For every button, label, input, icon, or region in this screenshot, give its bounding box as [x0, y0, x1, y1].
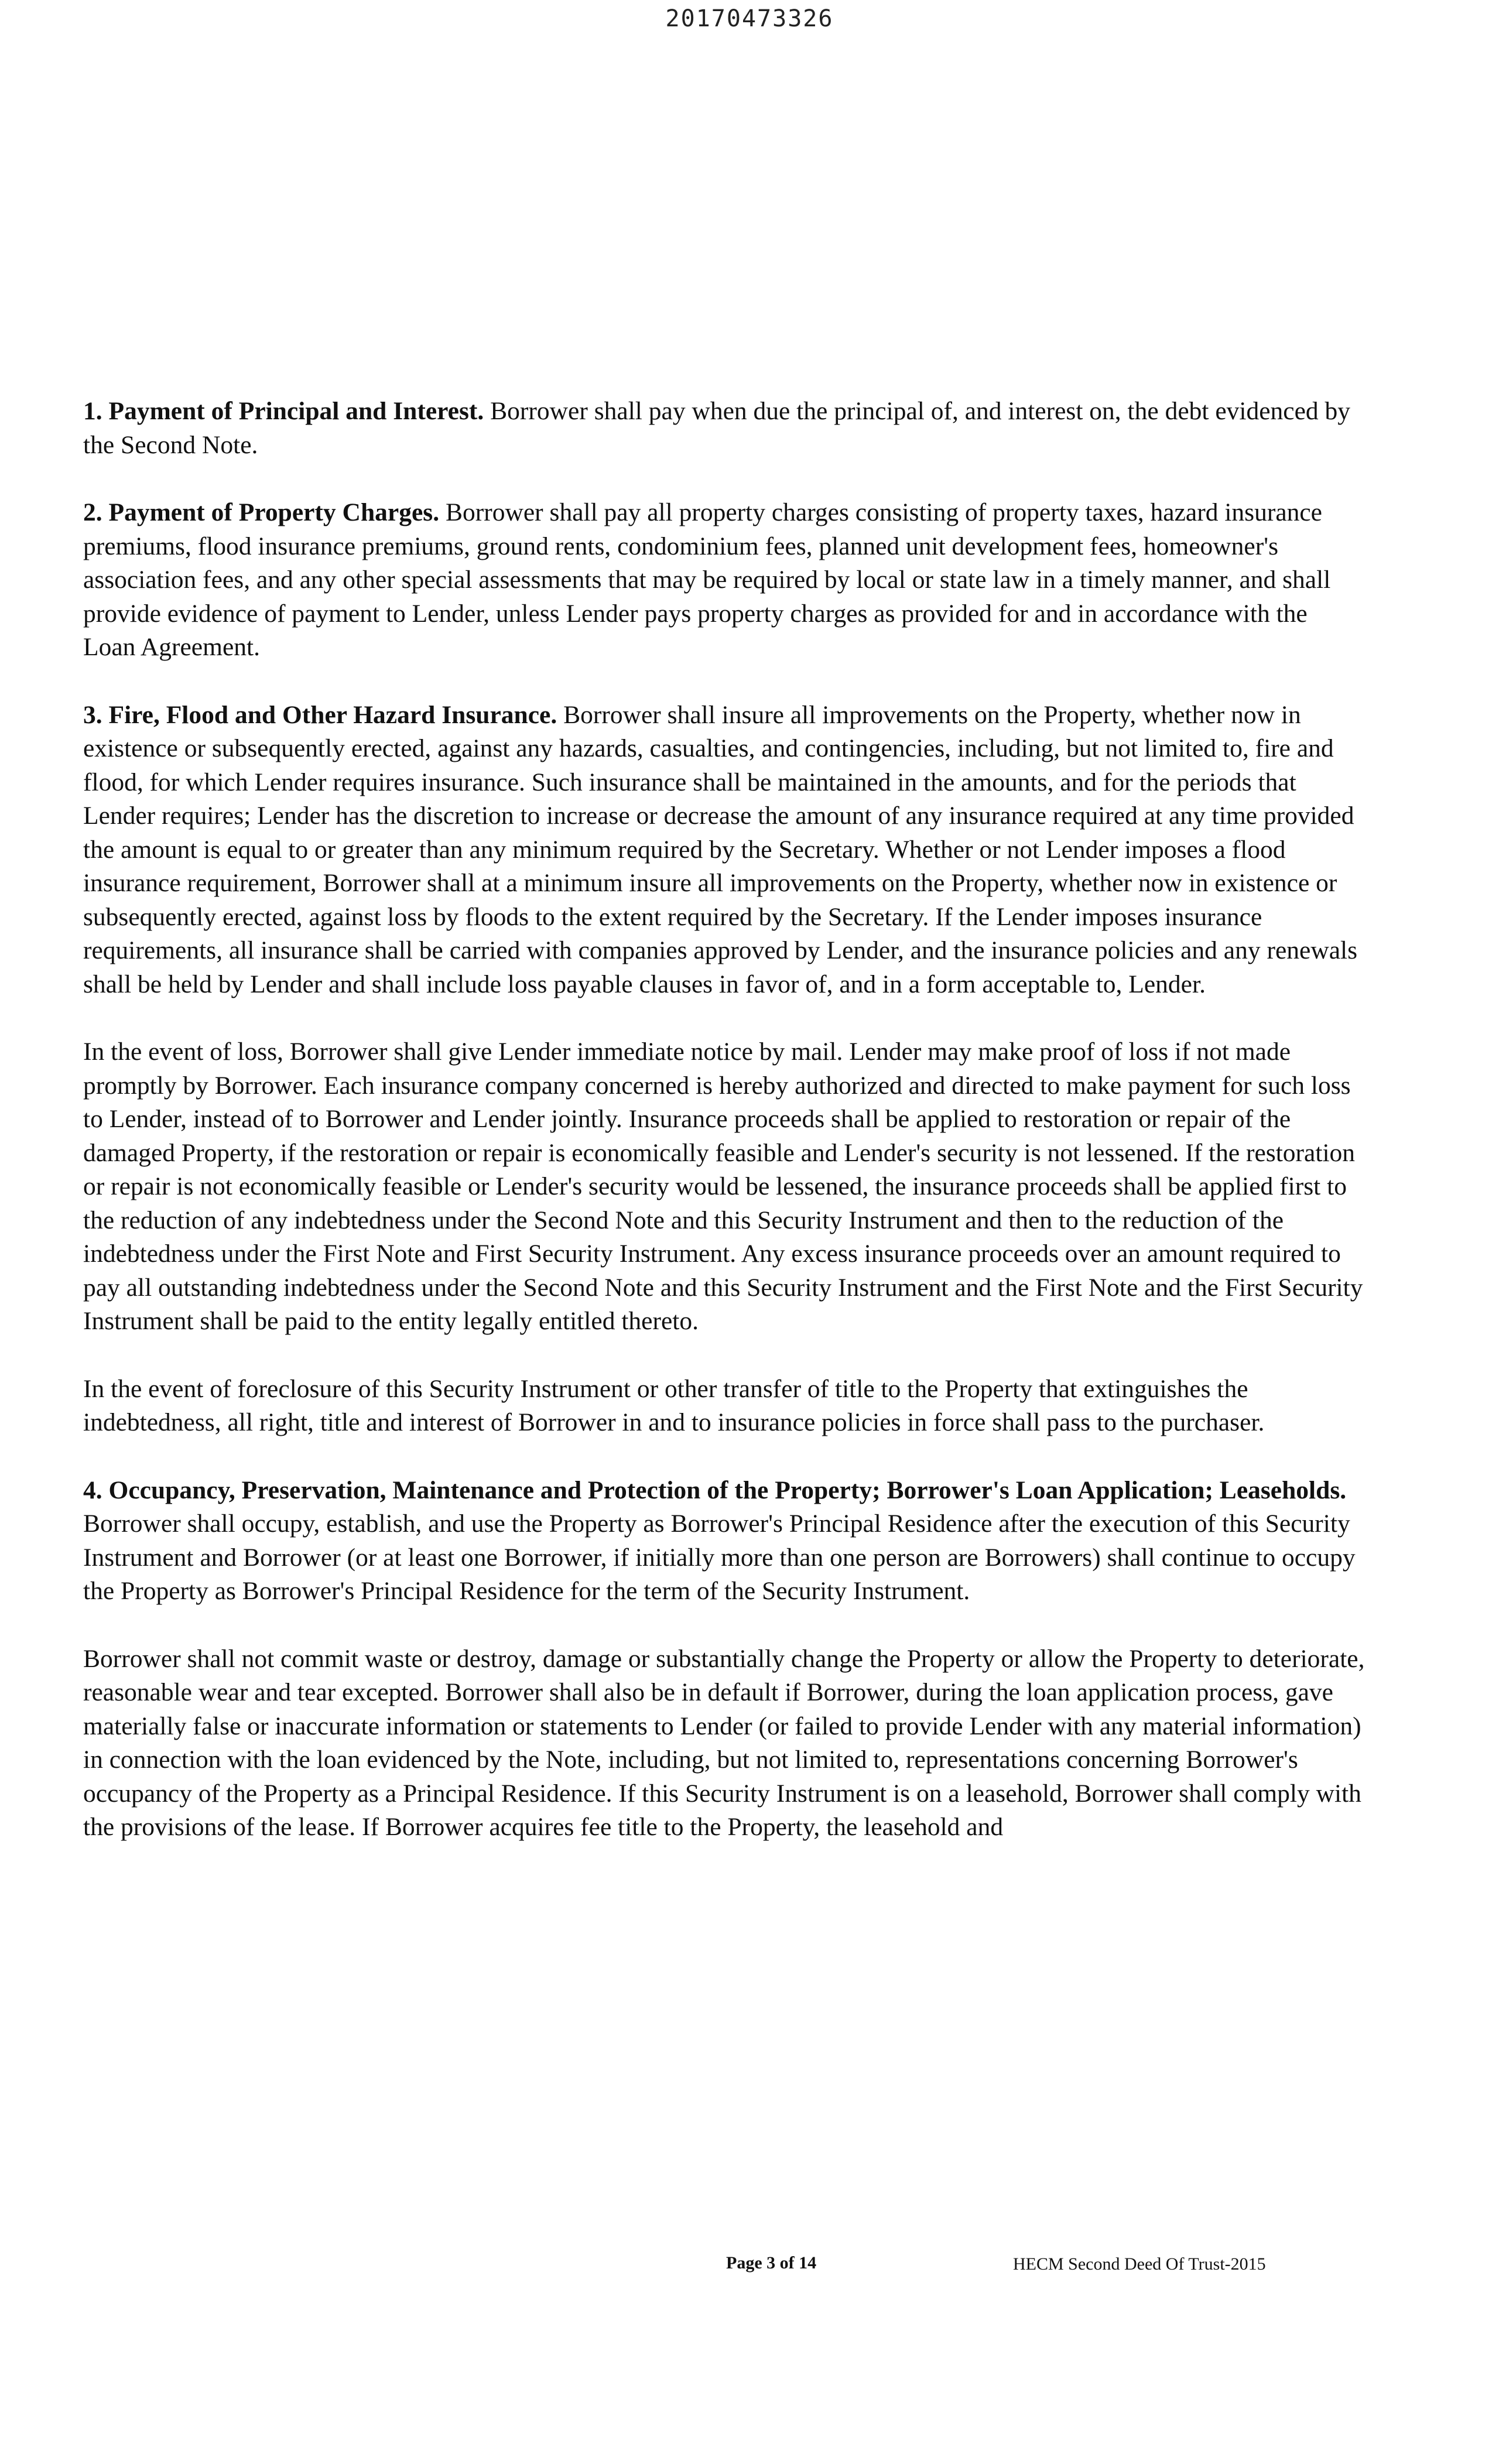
- paragraph-waste-and-leasehold: Borrower shall not commit waste or destroy, damage or substantially change the Property or allow the Property to deteriorate, reasonable wear and tear excepted. Borrower shall also be in default if Borrower, during the loan application process, gave materially false or inaccurate information or statements to Lender (or failed to provide Lender with any material information) in connection with the loan evidenced by the Note, including, but not limited to, representations concerning Borrower's occupancy of the Property as a Principal Residence. If this Security Instrument is on a leasehold, Borrower shall comply with the provisions of the lease. If Borrower acquires fee title to the Property, the leasehold and: [83, 1644, 1365, 1841]
- section-4-text: Borrower shall occupy, establish, and use the Property as Borrower's Principal Residence after the execution of this Security Instrument and Borrower (or at least one Borrower, if initially more than one person are Borrowers) shall continue to occupy the Property as Borrower's Principal Residence for the term of the Security Instrument.: [83, 1510, 1356, 1605]
- section-2-text: Borrower shall pay all property charges consisting of property taxes, hazard insurance premiums, flood insurance premiums, ground rents, condominium fees, planned unit development fees, homeowner's association fees, and any other special assessments that may be required by local or state law in a timely manner, and shall provide evidence of payment to Lender, unless Lender pays property charges as provided for and in accordance with the Loan Agreement.: [83, 498, 1331, 661]
- section-3-hazard-insurance: [83, 699, 1365, 1002]
- section-2-property-charges: [83, 496, 1365, 665]
- paragraph-event-of-loss: In the event of loss, Borrower shall give Lender immediate notice by mail. Lender may make proof of loss if not made promptly by Borrower. Each insurance company concerned is hereby authorized and directed to make payment for such loss to Lender, instead of to Borrower and Lender jointly. Insurance proceeds shall be applied to restoration or repair of the damaged Property, if the restoration or repair is economically feasible and Lender's security is not lessened. If the restoration or repair is not economically feasible or Lender's security would be lessened, the insurance proceeds shall be applied first to the reduction of any indebtedness under the Second Note and this Security Instrument and then to the reduction of the indebtedness under the First Note and First Security Instrument. Any excess insurance proceeds over an amount required to pay all outstanding indebtedness under the Second Note and this Security Instrument and the First Note and the First Security Instrument shall be paid to the entity legally entitled thereto.: [83, 1038, 1363, 1335]
- section-1-text: Borrower shall pay when due the principal of, and interest on, the debt evidenced by the Second Note.: [83, 397, 1351, 459]
- section-4-heading: 4. Occupancy, Preservation, Maintenance and Protection of the Property; Borrower's Loan Application; Leaseholds.: [83, 1476, 1347, 1504]
- section-3-text: Borrower shall insure all improvements on the Property, whether now in existence or subsequently erected, against any hazards, casualties, and contingencies, including, but not limited to, fire and flood, for which Lender requires insurance. Such insurance shall be maintained in the amounts, and for the periods that Lender requires; Lender has the discretion to increase or decrease the amount of any insurance required at any time provided the amount is equal to or greater than any minimum required by the Secretary. Whether or not Lender imposes a flood insurance requirement, Borrower shall at a minimum insure all improvements on the Property, whether now in existence or subsequently erected, against loss by floods to the extent required by the Secretary. If the Lender imposes insurance requirements, all insurance shall be carried with companies approved by Lender, and the insurance policies and any renewals shall be held by Lender and shall include loss payable clauses in favor of, and in a form acceptable to, Lender.: [83, 700, 1358, 998]
- form-name: HECM Second Deed Of Trust-2015: [1013, 2254, 1266, 2274]
- paragraph-event-of-foreclosure: In the event of foreclosure of this Security Instrument or other transfer of title to the Property that extinguishes the indebtedness, all right, title and interest of Borrower in and to insurance policies in force shall pass to the purchaser.: [83, 1374, 1265, 1436]
- section-1-heading: 1. Payment of Principal and Interest.: [83, 397, 484, 425]
- document-body: [83, 395, 1365, 1878]
- page-number: Page 3 of 14: [726, 2253, 817, 2273]
- section-3-heading: 3. Fire, Flood and Other Hazard Insurance.: [83, 700, 557, 729]
- section-2-heading: 2. Payment of Property Charges.: [83, 498, 440, 526]
- section-4-occupancy: [83, 1474, 1365, 1609]
- document-number: 20170473326: [665, 5, 834, 32]
- section-1-payment-principal-interest: [83, 395, 1365, 462]
